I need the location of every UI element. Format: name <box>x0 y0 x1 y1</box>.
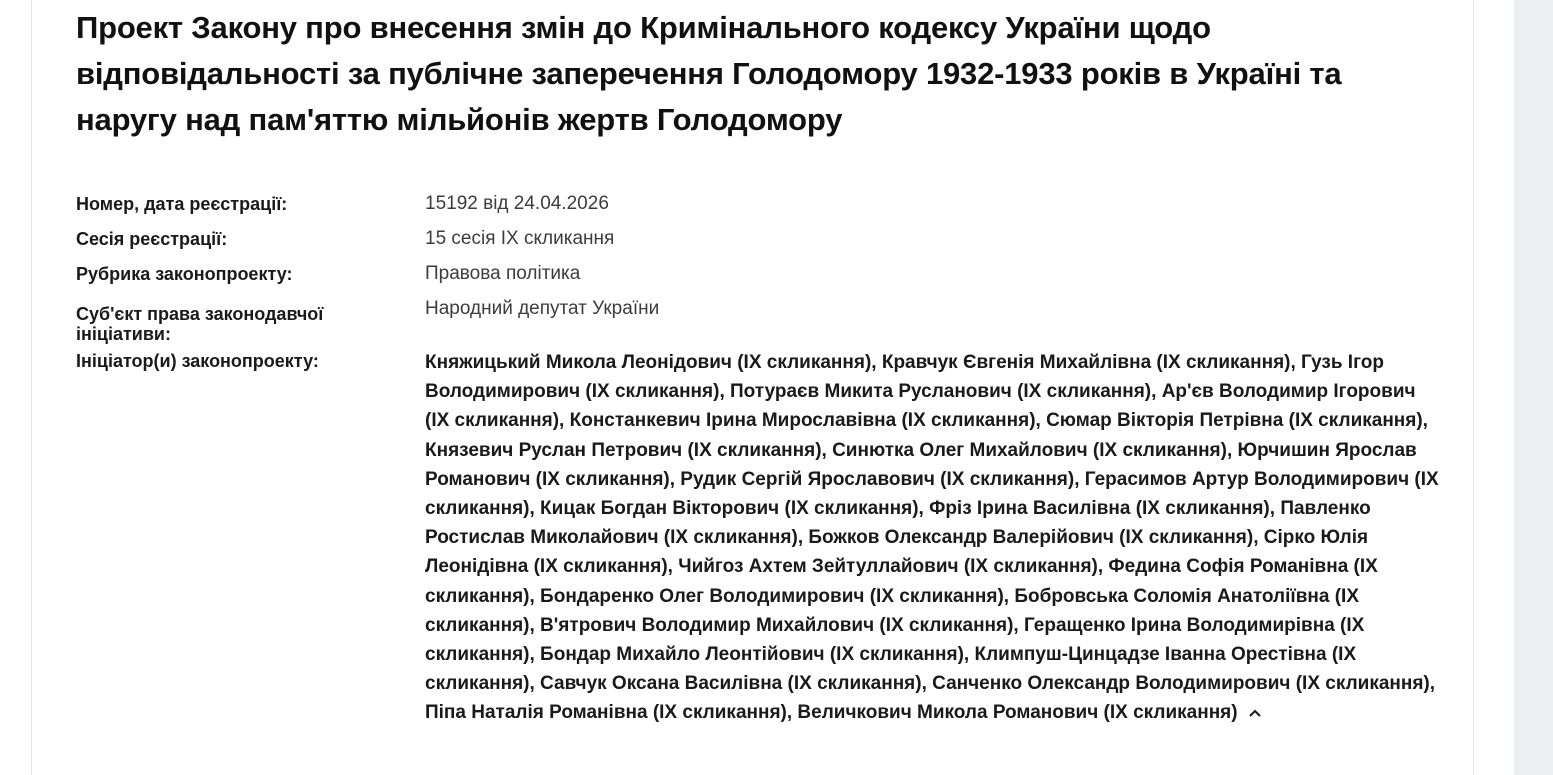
registration-row <box>76 191 1446 226</box>
session-row <box>76 226 1446 261</box>
rubric-label: Рубрика законопроекту: <box>76 264 293 284</box>
subject-label: Суб'єкт права законодавчої ініціативи: <box>76 304 324 344</box>
initiators-row <box>76 348 1446 728</box>
left-gutter <box>0 0 31 775</box>
initiators-label: Ініціатор(и) законопроекту: <box>76 351 319 371</box>
subject-row <box>76 296 1446 348</box>
scrollbar-track[interactable] <box>1514 0 1553 775</box>
registration-value: 15192 від 24.04.2026 <box>425 193 609 214</box>
initiators-value: Княжицький Микола Леонідович (IX скликання), Кравчук Євгенія Михайлівна (IX скликання), Гузь Ігор Володимирович (IX скликання), Потураєв Микита Русланович (IX скликання), Ар'єв Володимир Ігорович (IX скликання), Констанкевич Ірина Мирославівна (IX скликання), Сюмар Вікторія Петрівна (IX скликання), Князевич Руслан Петрович (IX скликання), Синютка Олег Михайлович (IX скликання), Юрчишин Ярослав Романович (IX скликання), Рудик Сергій Ярославович (IX скликання), Герасимов Артур Володимирович (IX скликання), Кицак Богдан Вікторович (IX скликання), Фріз Ірина Василівна (IX скликання), Павленко Ростислав Миколайович (IX скликання), Божков Олександр Валерійович (IX скликання), Сірко Юлія Леонідівна (IX скликання), Чийгоз Ахтем Зейтуллайович (IX скликання), Федина Софія Романівна (IX скликання), Бондаренко Олег Володимирович (IX скликання), Бобровська Соломія Анатоліївна (IX скликання), В'ятрович Володимир Михайлович (IX скликання), Геращенко Ірина Володимирівна (IX скликання), Бондар Михайло Леонтійович (IX скликання), Климпуш-Цинцадзе Іванна Орестівна (IX скликання), Савчук Оксана Василівна (IX скликання), Санченко Олександр Володимирович (IX скликання), Піпа Наталія Романівна (IX скликання), Величкович Микола Романович (IX скликання) <box>425 352 1439 724</box>
session-label: Сесія реєстрації: <box>76 229 228 249</box>
rubric-row <box>76 261 1446 296</box>
bill-card <box>31 0 1474 775</box>
subject-value: Народний депутат України <box>425 298 660 319</box>
initiators-list <box>425 348 1440 728</box>
registration-label: Номер, дата реєстрації: <box>76 194 288 214</box>
bill-details <box>76 191 1446 728</box>
session-value: 15 сесія IX скликання <box>425 228 615 249</box>
rubric-value: Правова політика <box>425 263 581 284</box>
right-panel <box>1474 0 1514 775</box>
chevron-up-icon[interactable] <box>1248 708 1262 718</box>
page-title: Проект Закону про внесення змін до Кримінального кодексу України щодо відповідальності за публічне заперечення Голодомору 1932-1933 років в Україні та наругу над пам'яттю мільйонів жертв Голодомору <box>76 10 1342 137</box>
